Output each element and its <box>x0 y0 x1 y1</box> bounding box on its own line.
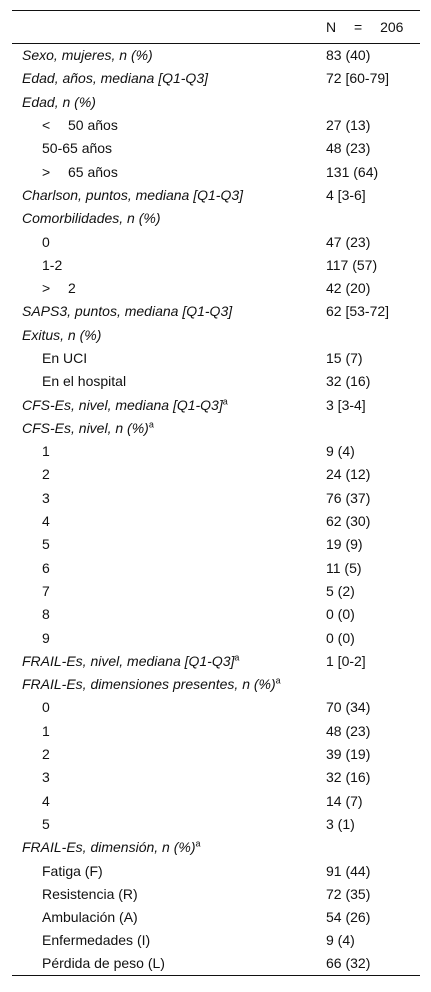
row-label-cell <box>12 276 316 299</box>
row-label: 0 <box>42 233 50 250</box>
row-label-cell <box>12 486 316 509</box>
row-value: 54 (26) <box>326 909 371 926</box>
table-group-row <box>12 416 420 439</box>
row-label: 3 <box>42 489 50 506</box>
row-value: 39 (19) <box>326 746 371 763</box>
row-value: 15 (7) <box>326 350 363 366</box>
row-label-cell <box>12 393 316 416</box>
row-label-cell <box>12 160 316 183</box>
table-row <box>12 579 420 602</box>
row-value: 9 (4) <box>326 932 355 949</box>
row-label-cell <box>12 253 316 276</box>
table-group-row <box>12 44 420 67</box>
row-label-cell <box>12 836 316 859</box>
row-label: 1-2 <box>42 256 63 273</box>
row-value: 3 [3-4] <box>326 396 366 413</box>
table-group-row <box>12 300 420 323</box>
row-value: 48 (23) <box>326 722 371 739</box>
row-label: Resistencia (R) <box>42 885 138 902</box>
row-label-cell <box>12 207 316 230</box>
table-row <box>12 533 420 556</box>
table-row <box>12 766 420 789</box>
row-label: 5 <box>42 815 50 832</box>
row-label: FRAIL-Es, nivel, mediana [Q1-Q3] <box>22 652 235 669</box>
row-label-cell <box>12 766 316 789</box>
characteristics-table <box>12 10 420 976</box>
row-label: FRAIL-Es, dimensiones presentes, n (%) <box>22 676 276 693</box>
row-value: 70 (34) <box>326 699 371 716</box>
table-row <box>12 626 420 649</box>
row-label-cell <box>12 346 316 369</box>
row-value: 76 (37) <box>326 489 371 506</box>
row-value: 4 [3-6] <box>326 186 366 203</box>
row-label: 8 <box>42 606 50 623</box>
footnote-marker: a <box>195 838 201 849</box>
row-label-cell <box>12 812 316 835</box>
table-header-row <box>12 11 420 44</box>
row-value <box>316 416 420 439</box>
row-label: 4 <box>42 513 50 530</box>
header-eq: = <box>354 19 363 35</box>
table-group-row <box>12 393 420 416</box>
table-row <box>12 812 420 835</box>
row-label-cell <box>12 509 316 532</box>
header-n-value: 206 <box>380 19 404 35</box>
row-label-cell <box>12 113 316 136</box>
table-row <box>12 719 420 742</box>
row-label: SAPS3, puntos, mediana [Q1-Q3] <box>22 303 233 320</box>
row-label-cell <box>12 323 316 346</box>
table-group-row <box>12 836 420 859</box>
row-label: Charlson, puntos, mediana [Q1-Q3] <box>22 186 244 203</box>
table-group-row <box>12 673 420 696</box>
row-value: 47 (23) <box>326 233 371 250</box>
row-label-cell <box>12 44 316 67</box>
table-row <box>12 370 420 393</box>
row-value <box>316 673 420 696</box>
row-value: 72 [60-79] <box>326 70 390 87</box>
row-value <box>316 836 420 859</box>
row-label-cell <box>12 137 316 160</box>
row-label: Pérdida de peso (L) <box>42 955 165 972</box>
row-label-cell <box>12 183 316 206</box>
row-label-cell <box>12 463 316 486</box>
footnote-marker: a <box>148 419 154 430</box>
table-row <box>12 742 420 765</box>
table-row <box>12 137 420 160</box>
table-row <box>12 929 420 952</box>
row-label-cell <box>12 440 316 463</box>
row-label-cell <box>12 952 316 975</box>
row-label: 0 <box>42 699 50 716</box>
row-label: Enfermedades (I) <box>42 932 151 949</box>
characteristics-table-container <box>12 10 420 976</box>
row-label-cell <box>12 696 316 719</box>
table-row <box>12 603 420 626</box>
table-row <box>12 253 420 276</box>
row-value <box>316 323 420 346</box>
header-label-cell <box>12 11 316 44</box>
row-value: 24 (12) <box>326 466 371 483</box>
table-group-row <box>12 323 420 346</box>
row-value: 62 (30) <box>326 513 371 530</box>
table-row <box>12 440 420 463</box>
table-row <box>12 859 420 882</box>
row-value: 42 (20) <box>326 280 371 297</box>
row-value: 83 (40) <box>326 47 371 64</box>
table-group-row <box>12 67 420 90</box>
table-group-row <box>12 207 420 230</box>
row-value: 3 (1) <box>326 815 355 832</box>
row-label: 1 <box>42 443 50 460</box>
row-value: 9 (4) <box>326 443 355 460</box>
row-label-cell <box>12 67 316 90</box>
row-label: 5 <box>42 536 50 553</box>
table-row <box>12 276 420 299</box>
row-label: FRAIL-Es, dimensión, n (%) <box>22 839 196 856</box>
row-label: Edad, n (%) <box>22 93 96 110</box>
row-value: 72 (35) <box>326 885 371 902</box>
row-label-cell <box>12 603 316 626</box>
footnote-marker: a <box>275 675 281 686</box>
row-label: 2 <box>68 280 76 297</box>
row-value: 1 [0-2] <box>326 652 366 669</box>
table-row <box>12 230 420 253</box>
row-label-cell <box>12 719 316 742</box>
row-label-cell <box>12 579 316 602</box>
row-value: 19 (9) <box>326 536 363 553</box>
row-label-cell <box>12 649 316 672</box>
row-label-cell <box>12 416 316 439</box>
row-value: 27 (13) <box>326 117 371 134</box>
row-label: 9 <box>42 629 50 646</box>
row-label: 50-65 años <box>42 140 113 157</box>
row-label: 50 años <box>68 117 118 134</box>
row-label-cell <box>12 742 316 765</box>
table-row <box>12 882 420 905</box>
row-label: En el hospital <box>42 373 127 390</box>
row-label-cell <box>12 882 316 905</box>
row-value: 32 (16) <box>326 769 371 786</box>
table-body <box>12 44 420 976</box>
row-value: 5 (2) <box>326 582 355 599</box>
table-row <box>12 556 420 579</box>
row-value: 0 (0) <box>326 629 355 646</box>
row-label-cell <box>12 230 316 253</box>
row-label: Comorbilidades, n (%) <box>22 210 161 227</box>
table-group-row <box>12 183 420 206</box>
row-value: 62 [53-72] <box>326 303 390 320</box>
row-value: 32 (16) <box>326 373 371 390</box>
table-row <box>12 160 420 183</box>
row-label-cell <box>12 929 316 952</box>
row-label: Fatiga (F) <box>42 862 103 879</box>
table-group-row <box>12 90 420 113</box>
row-label-cell <box>12 90 316 113</box>
row-operator: < <box>42 117 51 134</box>
row-value: 48 (23) <box>326 140 371 157</box>
table-row <box>12 486 420 509</box>
row-value: 11 (5) <box>326 559 362 576</box>
row-value: 66 (32) <box>326 955 371 972</box>
row-value <box>316 207 420 230</box>
row-label: 1 <box>42 722 50 739</box>
row-label: CFS-Es, nivel, n (%) <box>22 419 149 436</box>
header-n-label: N <box>326 19 337 35</box>
table-row <box>12 346 420 369</box>
table-row <box>12 789 420 812</box>
table-row <box>12 905 420 928</box>
row-label: 4 <box>42 792 50 809</box>
row-label-cell <box>12 533 316 556</box>
table-row <box>12 509 420 532</box>
row-label-cell <box>12 673 316 696</box>
row-label: 65 años <box>68 163 118 180</box>
row-label: 2 <box>42 466 50 483</box>
row-label: Ambulación (A) <box>42 909 138 926</box>
footnote-marker: a <box>222 395 228 406</box>
row-label: Edad, años, mediana [Q1-Q3] <box>22 70 208 87</box>
row-label: En UCI <box>42 350 88 366</box>
row-label: 2 <box>42 746 50 763</box>
row-label-cell <box>12 905 316 928</box>
row-label-cell <box>12 370 316 393</box>
table-row <box>12 952 420 975</box>
row-label-cell <box>12 859 316 882</box>
row-value: 14 (7) <box>326 792 363 809</box>
row-label: Exitus, n (%) <box>22 326 102 343</box>
row-label: 6 <box>42 559 50 576</box>
row-label: CFS-Es, nivel, mediana [Q1-Q3] <box>22 396 223 413</box>
row-operator: > <box>42 280 51 297</box>
row-label-cell <box>12 789 316 812</box>
row-label: 7 <box>42 582 50 599</box>
row-value: 117 (57) <box>326 256 378 273</box>
table-row <box>12 113 420 136</box>
table-row <box>12 696 420 719</box>
row-operator: > <box>42 163 51 180</box>
row-label: 3 <box>42 769 50 786</box>
row-value: 91 (44) <box>326 862 371 879</box>
footnote-marker: a <box>234 652 240 663</box>
table-group-row <box>12 649 420 672</box>
row-label: Sexo, mujeres, n (%) <box>22 47 153 64</box>
row-label-cell <box>12 626 316 649</box>
row-label-cell <box>12 556 316 579</box>
header-n-cell <box>316 11 420 44</box>
row-value: 131 (64) <box>326 163 379 180</box>
row-label-cell <box>12 300 316 323</box>
row-value: 0 (0) <box>326 606 355 623</box>
row-value <box>316 90 420 113</box>
table-row <box>12 463 420 486</box>
